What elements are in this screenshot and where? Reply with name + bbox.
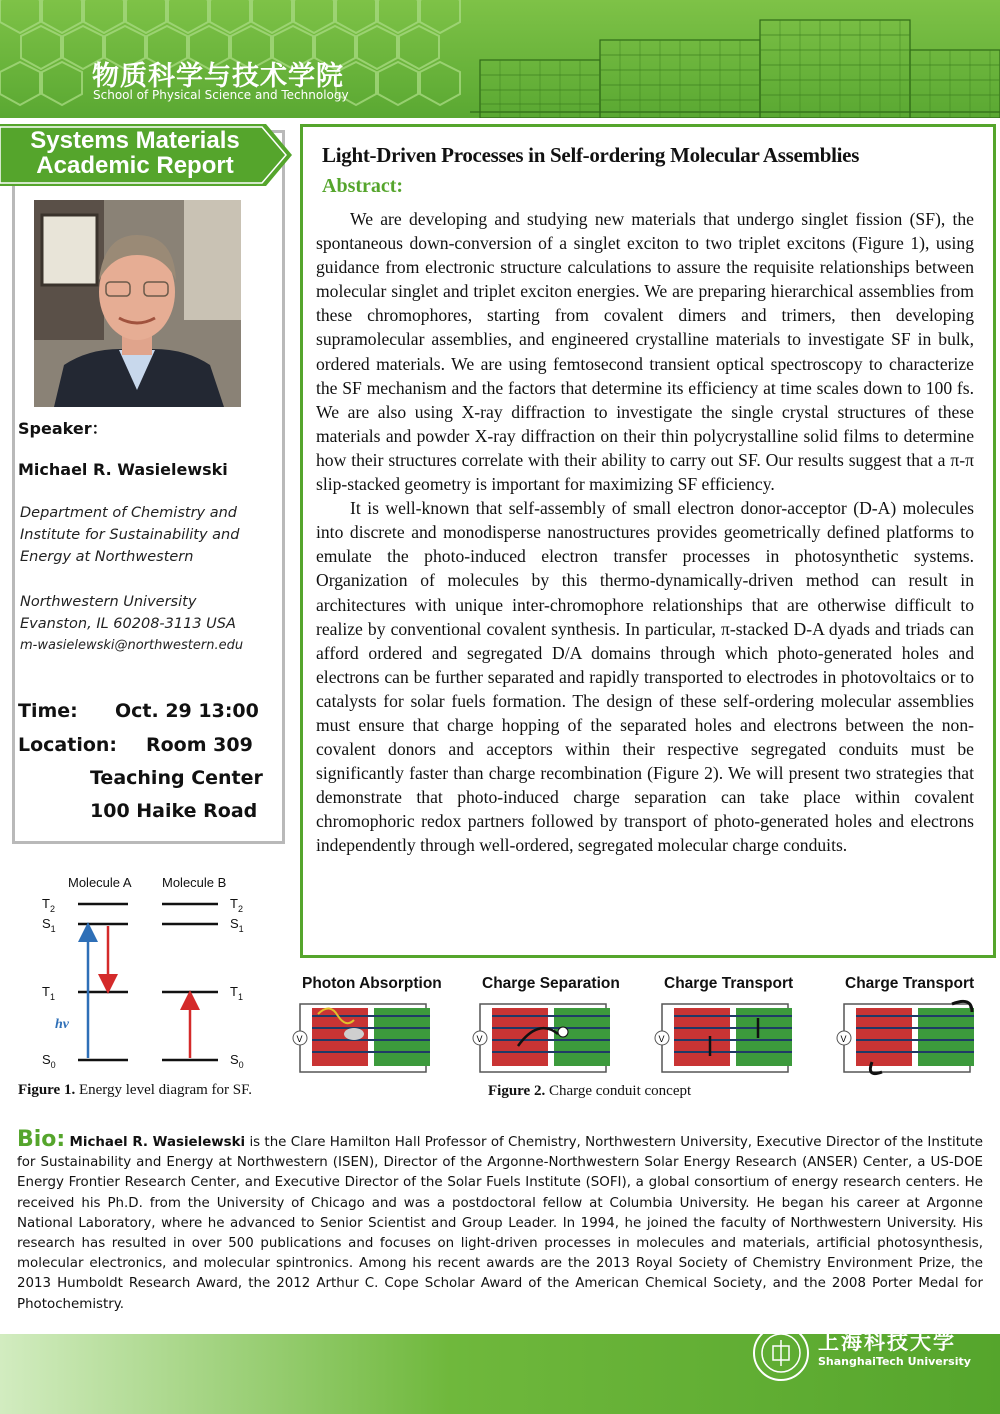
- speaker-bio: [17, 1127, 983, 1315]
- s0-label-b: S: [230, 1052, 239, 1067]
- figure1-caption: [18, 1082, 252, 1099]
- s1-label-b: S: [230, 916, 239, 931]
- school-name-english: School of Physical Science and Technology: [93, 88, 349, 102]
- figure2-caption-label: Figure 2.: [488, 1083, 546, 1099]
- figure2-caption-text: Charge conduit concept: [545, 1083, 692, 1099]
- photon-absorption-panel: [288, 998, 438, 1078]
- s0-sub-b: 0: [238, 1060, 244, 1070]
- svg-text:T1: [42, 984, 55, 1002]
- school-name-chinese: 物质科学与技术学院: [92, 61, 344, 92]
- s1-sub-a: 1: [50, 924, 56, 934]
- t1-sub-b: 1: [237, 992, 243, 1002]
- svg-text:S0: [42, 1052, 56, 1070]
- time-value: Oct. 29 13:00: [115, 700, 259, 722]
- s0-sub-a: 0: [50, 1060, 56, 1070]
- speaker-name: Michael R. Wasielewski: [18, 460, 228, 479]
- talk-title: Light-Driven Processes in Self-ordering Molecular Assemblies: [322, 143, 860, 167]
- time-label: Time:: [18, 700, 78, 722]
- photon-energy-label: hν: [55, 1017, 69, 1032]
- abstract-paragraph-2: It is well-known that self-assembly of small electron donor-acceptor (D-A) molecules into discrete and monodisperse nanostructures provides geometrically defined platforms to emulate the photo-induced electron transfer processes in photosynthetic systems. Organization of molecules by this thermo-dynamically-driven method can result in architectures with unique inter-chromophore relationships that are otherwise difficult to realize by conventional covalent synthesis. In particular, π-stacked D-A dyads and triads can afford ordered and segregated D/A domains through which photo-generated holes and electrons can be further separated and rapidly transported to electrodes in photovoltaics or to catalysts for solar fuels formation. The design of these self-ordering molecular assemblies must ensure that charge hopping of the separated holes and electrons between the non-covalent donors and acceptors within their respective segregated conduits must be significantly faster than charge recombination (Figure 2). We will present two strategies that demonstrate that photo-induced charge separation can take place within covalent chromophoric redox partners followed by transport of photo-generated holes and electrons independently through well-ordered, segregated molecular charge conduits.: [316, 498, 974, 856]
- t1-label-b: T: [230, 984, 238, 999]
- charge-transport-panel-2: [832, 998, 982, 1078]
- energy-level-diagram: [30, 870, 290, 1080]
- location-room: Room 309: [146, 734, 253, 756]
- svg-text:T1: [230, 984, 243, 1002]
- university-name-english: ShanghaiTech University: [818, 1355, 971, 1368]
- figure2-caption: [488, 1083, 691, 1100]
- bio-heading: Bio:: [17, 1127, 66, 1152]
- voltmeter-1-label: V: [296, 1034, 303, 1044]
- university-name: Northwestern University: [20, 594, 197, 610]
- location-address: 100 Haike Road: [90, 800, 258, 822]
- campus-building-illustration: [470, 0, 1000, 118]
- s1-sub-b: 1: [238, 924, 244, 934]
- department-line2: Institute for Sustainability and: [20, 527, 240, 543]
- molecule-b-label: Molecule B: [162, 875, 227, 890]
- figure2-title-3: Charge Transport: [664, 975, 794, 992]
- speaker-email[interactable]: m-wasielewski@northwestern.edu: [20, 638, 244, 653]
- t2-sub-a: 2: [49, 904, 55, 914]
- t1-sub-a: 1: [49, 992, 55, 1002]
- t1-label-a: T: [42, 984, 50, 999]
- molecule-a-label: Molecule A: [68, 875, 132, 890]
- t2-sub-b: 2: [237, 904, 243, 914]
- svg-text:T2: [230, 896, 243, 914]
- bio-speaker-name: Michael R. Wasielewski: [69, 1135, 246, 1150]
- bio-text: is the Clare Hamilton Hall Professor of Chemistry, Northwestern University, Executive Director of the Institute for Sustainability and Energy at Northwestern (ISEN), Director of the Argonne-Northwestern Solar Energy Research (ANSER) Center, a US-DOE Energy Frontier Research Center, and Executive Director of the Solar Fuels Institute (SOFI), a global consortium of energy research centers. He received his Ph.D. from the University of Chicago and was a postdoctoral fellow at Columbia University. He began his career at Argonne National Laboratory, where he advanced to Senior Scientist and Group Leader. In 1994, he joined the faculty of Northwestern University. His research has resulted in over 500 publications and focuses on light-driven processes in molecules and materials, artificial photosynthesis, molecular electronics, and molecular spintronics. Among his recent awards are the 2013 Royal Society of Chemistry Environment Prize, the 2013 Humboldt Research Award, the 2012 Arthur C. Cope Scholar Award of the American Chemical Society, and the 2008 Porter Medal for Photochemistry.: [17, 1135, 983, 1312]
- speaker-address: [20, 591, 243, 657]
- figure1-caption-text: Energy level diagram for SF.: [75, 1082, 253, 1098]
- university-city: Evanston, IL 60208-3113 USA: [20, 616, 236, 632]
- voltmeter-3-label: V: [658, 1034, 665, 1044]
- header-banner: [0, 0, 1000, 118]
- department-line1: Department of Chemistry and: [20, 505, 237, 521]
- svg-text:S1: [230, 916, 244, 934]
- university-seal-icon: [752, 1324, 810, 1382]
- speaker-photo: [34, 200, 241, 407]
- figure2-title-2: Charge Separation: [482, 975, 620, 992]
- s0-label-a: S: [42, 1052, 51, 1067]
- charge-separation-panel: [468, 998, 618, 1078]
- report-title: [0, 128, 270, 178]
- figure1-caption-label: Figure 1.: [18, 1082, 76, 1098]
- voltmeter-4-label: V: [840, 1034, 847, 1044]
- university-name-chinese: 上海科技大学: [818, 1330, 956, 1354]
- t2-label-b: T: [230, 896, 238, 911]
- voltmeter-2-label: V: [476, 1034, 483, 1044]
- charge-transport-panel-1: [650, 998, 800, 1078]
- t2-label-a: T: [42, 896, 50, 911]
- svg-text:S1: [42, 916, 56, 934]
- department-line3: Energy at Northwestern: [20, 549, 194, 565]
- abstract-body: [316, 207, 974, 858]
- report-title-line2: Academic Report: [36, 152, 234, 179]
- svg-text:S0: [230, 1052, 244, 1070]
- report-title-line1: Systems Materials: [30, 127, 240, 154]
- svg-text:T2: [42, 896, 55, 914]
- location-building: Teaching Center: [90, 767, 263, 789]
- figure2-title-1: Photon Absorption: [302, 975, 442, 992]
- figure2-title-4: Charge Transport: [845, 975, 975, 992]
- abstract-paragraph-1: We are developing and studying new materials that undergo singlet fission (SF), the spontaneous down-conversion of a singlet exciton to two triplet excitons (Figure 1), using guidance from electronic structure calculations to assure the requisite relationships between molecular singlet and triplet exciton energies. We are preparing hierarchical assemblies from these chromophores, starting from covalent dimers and trimers, then developing supramolecular assemblies, and engineered crystalline materials to investigate SF in bulk, ordered materials. We are using femtosecond transient optical spectroscopy to characterize the SF mechanism and the factors that determine its efficiency at time scales down to 100 fs. We are also using X-ray diffraction to investigate the single crystal structures of these materials and powder X-ray diffraction on their thin polycrystalline solid films to determine how their structures correlate with their ability to carry out SF. Our results suggest that a π-π slip-stacked geometry is important for maximizing SF efficiency.: [316, 209, 974, 495]
- s1-label-a: S: [42, 916, 51, 931]
- location-label: Location:: [18, 734, 118, 756]
- abstract-heading: Abstract:: [322, 175, 404, 197]
- speaker-label: Speaker：: [18, 419, 108, 438]
- speaker-department: [20, 502, 239, 568]
